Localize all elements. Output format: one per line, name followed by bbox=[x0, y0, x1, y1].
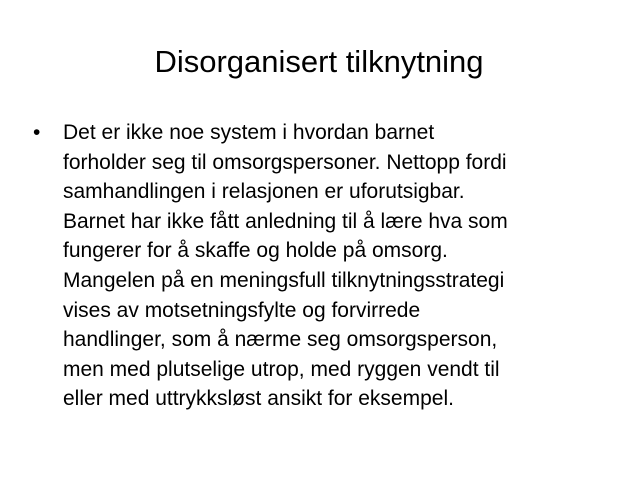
bullet-text-line: vises av motsetningsfylte og forvirrede bbox=[63, 298, 421, 322]
bullet-text-line: eller med uttrykksløst ansikt for eksempel. bbox=[63, 387, 454, 411]
slide-body bbox=[33, 118, 613, 414]
slide-title: Disorganisert tilknytning bbox=[154, 44, 484, 79]
bullet-text-line: handlinger, som å nærme seg omsorgsperson, bbox=[63, 328, 498, 352]
bullet-text-line: Det er ikke noe system i hvordan barnet bbox=[63, 121, 435, 144]
bullet-icon: • bbox=[33, 121, 41, 144]
bullet-text-line: forholder seg til omsorgspersoner. Nettopp fordi bbox=[63, 150, 507, 174]
bullet-text-line: fungerer for å skaffe og holde på omsorg. bbox=[63, 239, 448, 263]
bullet-item bbox=[33, 118, 613, 414]
bullet-text-line: Barnet har ikke fått anledning til å lære hva som bbox=[63, 209, 508, 233]
bullet-text-line: men med plutselige utrop, med ryggen vendt til bbox=[63, 357, 500, 381]
bullet-text-line: samhandlingen i relasjonen er uforutsigbar. bbox=[63, 180, 465, 204]
bullet-text-line: Mangelen på en meningsfull tilknytningsstrategi bbox=[63, 268, 505, 292]
